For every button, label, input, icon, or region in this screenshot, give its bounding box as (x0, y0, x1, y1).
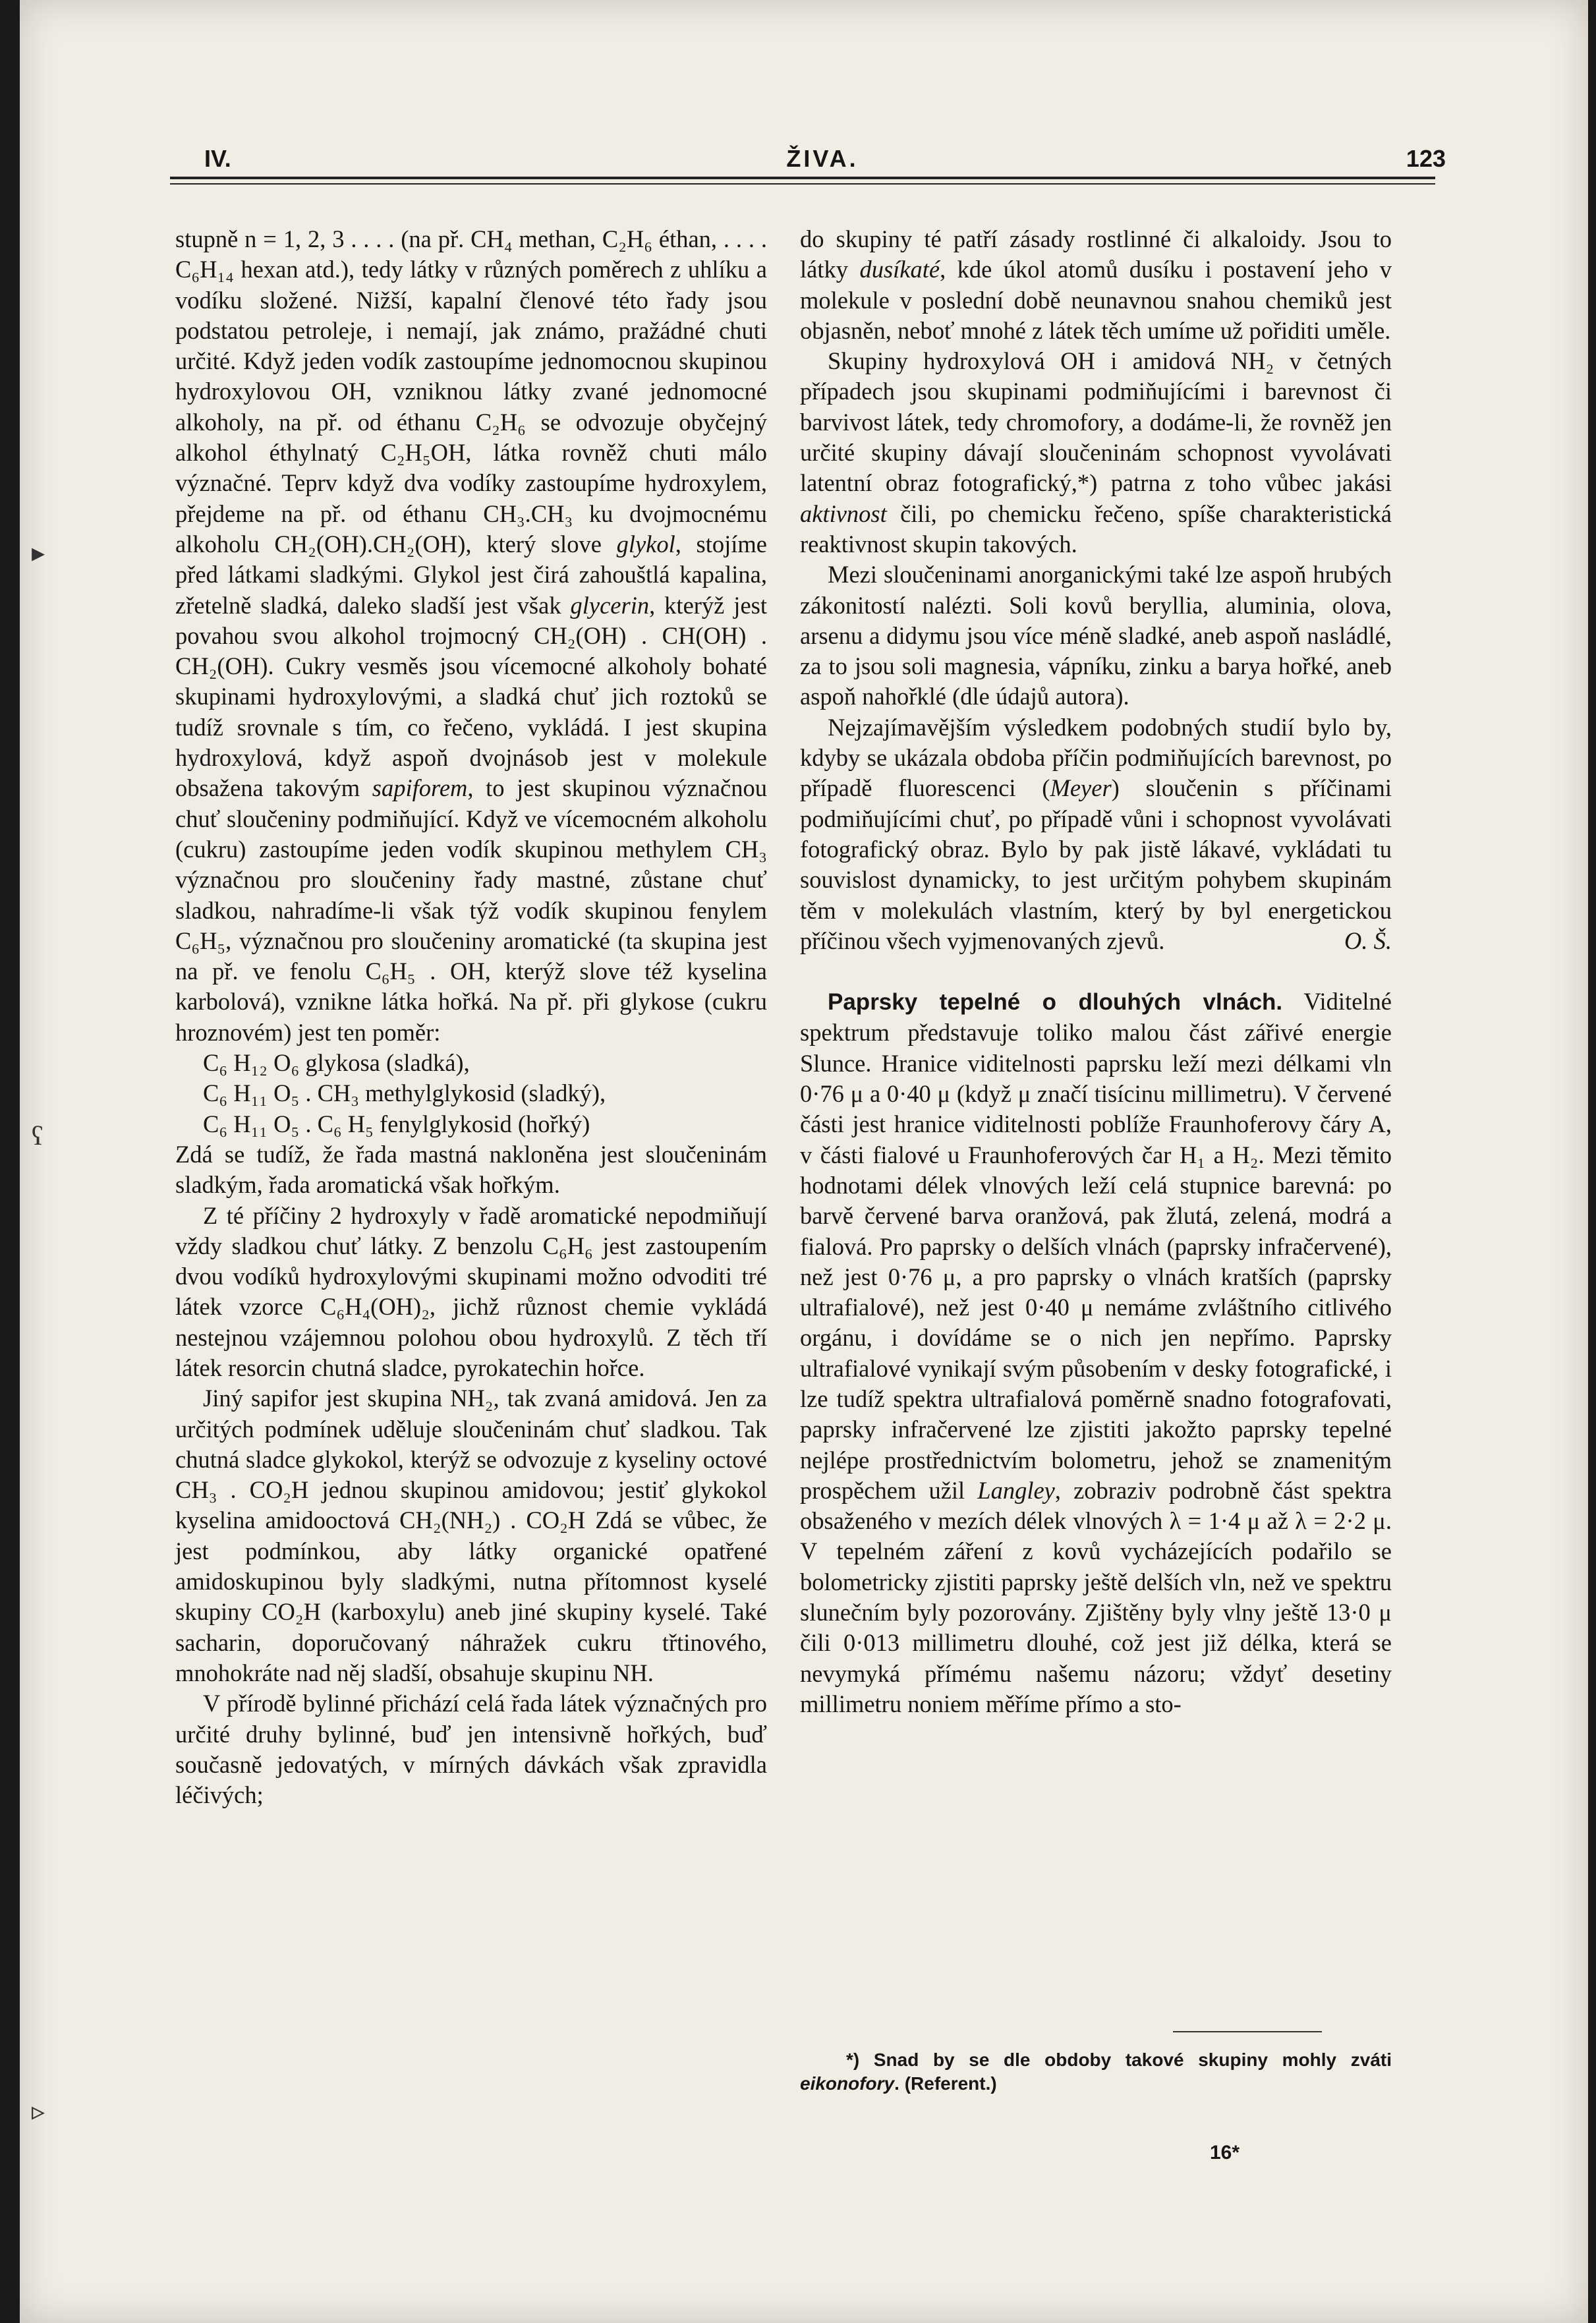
margin-mark-hook: ʕ (32, 1121, 43, 1151)
journal-title: ŽIVA. (786, 145, 859, 172)
paragraph-inorganic: Mezi sloučeninami anorganickými také lze aspoň hrubých zákonitostí nalézti. Soli kovů beryllia, aluminia, olova, arsenu a didymu jsou více méně sladké, aneb aspoň nasládlé, za to jsou soli magnesia, vápníku, zinku a barya hořké, aneb aspoň nahořklé (dle údajů autora). (800, 561, 1392, 710)
margin-mark-arrow: ▸ (32, 538, 45, 567)
author-langley: Langley (977, 1476, 1055, 1504)
formula-fenylglykosid: C₆ H₁₁ O₅ . C₆ H₅ fenylglykosid (hořký) (203, 1110, 590, 1137)
signature-mark: 16* (1210, 2142, 1240, 2164)
paragraph-interesting: Nejzajímavějším výsledkem podobných studií bylo by, kdyby se ukázala obdoba příčin podmiňujících barevnost, po případě fluorescenci (Meyer) sloučenin s příčinami podmiňujícími chuť, po případě vůni i schopnost vyvolávati fotografický obraz. Bylo by pak jistě lákavé, vykládati tu souvislost dynamicky, to jest určitým pohybem skupinám těm v molekulách vlastním, který by byl energetickou příčinou všech vyjmenovaných zjevů. O. Š. (800, 712, 1392, 956)
section-gap (800, 956, 1392, 987)
paragraph-alkanes: stupně n = 1, 2, 3 . . . . (na př. CH₄ methan, C₂H₆ éthan, . . . . C₆H₁₄ hexan atd.), tedy látky v různých poměrech z uhlíku a vodíku složené. Nižší, kapalní členové této řady jsou podstatou petroleje, i nemají, jak známo, pražádné chuti určité. Když jeden vodík zastoupíme jednomocnou skupinou hydroxylovou OH, vzniknou látky zvané jednomocné alkoholy, na př. od éthanu C₂H₆ se odvozuje obyčejný alkohol éthylnatý C₂H₅OH, látka rovněž chuti málo význačné. Teprv když dva vodíky zastoupíme hydroxylem, přejdeme na př. od éthanu CH₃.CH₃ ku dvojmocnému alkoholu CH₂(OH).CH₂(OH), který slove glykol, stojíme před látkami sladkými. Glykol jest čirá zahouštlá kapalina, zřetelně sladká, daleko sladší jest však glycerin, kterýž jest povahou svou alkohol trojmocný CH₂(OH) . CH(OH) . CH₂(OH). Cukry vesměs jsou vícemocné alkoholy bohaté skupinami hydroxylovými, a sladká chuť jich roztoků se tudíž srovnale s tím, co řečeno, vykládá. I jest skupina hydroxylová, když aspoň dvojnásob jest v molekule obsažena takovým sapiforem, to jest skupinou význačnou chuť sloučeniny podmiňující. Když ve vícemocném alkoholu (cukru) zastoupíme jeden vodík skupinou methylem CH₃ význačnou pro sloučeniny řady mastné, zůstane chuť sladkou, nahradíme-li však týž vodík skupinou fenylem C₆H₅, význačnou pro sloučeniny aromatické (ta skupina jest na př. ve fenolu C₆H₅ . OH, kterýž slove též kyselina karbolová), vznikne látka hořká. Na př. při glykose (cukru hroznovém) jest ten poměr: (175, 225, 767, 1046)
term-glykol: glykol (616, 530, 675, 558)
paragraph-benzol: Z té příčiny 2 hydroxyly v řadě aromatické nepodmiňují vždy sladkou chuť látky. Z benzolu C₆H₆ jest zastoupením dvou vodíků hydroxylovými skupinami možno odvoditi tré látek vzorce C₆H₄(OH)₂, jichž různost chemie vykládá nestejnou vzájemnou polohou obou hydroxylů. Z těch tří látek resorcin chutná sladce, pyrokatechin hořce. (175, 1201, 767, 1381)
section-heading: Paprsky tepelné o dlouhých vlnách. (828, 989, 1283, 1016)
term-eikonofory: eikonofory (800, 2073, 895, 2094)
term-glycerin: glycerin (570, 591, 650, 619)
formula-glykosa: C₆ H₁₂ O₆ glykosa (sladká), (203, 1049, 470, 1077)
volume-number: IV. (204, 145, 231, 172)
paragraph-conclusion: Zdá se tudíž, že řada mastná nakloněna jest sloučeninám sladkým, řada aromatická však hořkým. (175, 1140, 767, 1199)
running-header (190, 132, 1455, 174)
term-dusikate: dusíkaté (859, 256, 940, 283)
right-column (800, 224, 1392, 1719)
margin-mark-pointer: ▹ (32, 2096, 45, 2126)
footnote-rule (1173, 2031, 1322, 2032)
left-column (175, 224, 767, 1810)
term-sapiforem: sapiforem (372, 774, 468, 802)
paragraph-amido: Jiný sapifor jest skupina NH₂, tak zvaná amidová. Jen za určitých podmínek uděluje sloučeninám chuť sladkou. Tak chutná sladce glykokol, kterýž se odvozuje z kyseliny octové CH₃ . CO₂H jednou skupinou amidovou; jestiť glykokol kyselina amidooctová CH₂(NH₂) . CO₂H Zdá se vůbec, že jest podmínkou, aby látky organické opatřené amidoskupinou byly sladkými, nutna přítomnost kyselé skupiny CO₂H (karboxylu) aneb jiné skupiny kyselé. Také sacharin, doporučovaný náhražek cukru třtinového, mnohokráte nad něj sladší, obsahuje skupinu NH. (175, 1385, 767, 1686)
author-initials: O. Š. (1344, 927, 1392, 954)
footnote: *) Snad by se dle obdoby takové skupiny mohly zváti eikonofory. (Referent.) (800, 2050, 1392, 2094)
paragraph-chromofory: Skupiny hydroxylová OH i amidová NH₂ v četných případech jsou skupinami podmiňujícími i barevnost či barvivost látek, tedy chromofory, a dodáme-li, že rovněž jen určité skupiny dávají sloučeninám schopnost vyvolávati latentní obraz fotografický,*) patrna z toho vůbec jakási aktivnost čili, po chemicku řečeno, spíše charakteristická reaktivnost skupin takových. (800, 347, 1392, 558)
header-rule-thick (170, 177, 1435, 179)
paragraph-nature: V přírodě bylinné přichází celá řada látek význačných pro určité druhy bylinné, buď jen intensivně hořkých, buď současně jedovatých, v mírných dávkách však zpravidla léčivých; (175, 1690, 767, 1809)
page-number: 123 (1406, 145, 1446, 172)
author-meyer: Meyer (1050, 774, 1112, 802)
paragraph-infrared: Paprsky tepelné o dlouhých vlnách. Viditelné spektrum představuje toliko malou část zářivé energie Slunce. Hranice viditelnosti paprsku leží mezi délkami vln 0·76 μ a 0·40 μ (když μ značí tisícinu millimetru). V červené části jest hranice viditelnosti poblíže Fraunhoferovy čáry A, v části fialové u Fraunhoferových čar H₁ a H₂. Mezi těmito hodnotami délek vlnových leží celá stupnice barevná: po barvě červené barva oranžová, pak žlutá, zelená, modrá a fialová. Pro paprsky o delších vlnách (paprsky infračervené), než jest 0·76 μ, a pro paprsky o vlnách kratších (paprsky ultrafialové), než jest 0·40 μ nemáme zvláštního citlivého orgánu, i dovídáme se o nich jen nepřímo. Paprsky ultrafialové vynikají svým působením v desky fotografické, i lze tudíž spektra ultrafialová poměrně snadno fotografovati, paprsky infračervené lze zjistiti jakožto paprsky tepelné nejlépe prostřednictvím bolometru, jehož se znamenitým prospěchem užil Langley, zobraziv podrobně část spektra obsaženého v mezích délek vlnových λ = 1·4 μ až λ = 2·2 μ. V tepelném záření z kovů vycházejících podařilo se bolometricky zjistiti paprsky ještě delších vln, než ve spektru slunečním byly pozorovány. Zjištěny byly vlny ještě 13·0 μ čili 0·013 millimetru dlouhé, což jest již délka, která se nevymyká přímému našemu názoru; vždyť desetiny millimetru noniem měříme přímo a sto- (800, 988, 1392, 1717)
formula-methylglykosid: C₆ H₁₁ O₅ . CH₃ methylglykosid (sladký), (203, 1079, 606, 1107)
term-aktivnost: aktivnost (800, 500, 887, 527)
paragraph-alkaloids: do skupiny té patří zásady rostlinné či alkaloidy. Jsou to látky dusíkaté, kde úkol atomů dusíku i postavení jeho v molekule v poslední době neunavnou snahou chemiků jest objasněn, neboť mnohé z látek těch umíme už pořiditi uměle. (800, 225, 1392, 344)
header-rule-thin (170, 183, 1435, 185)
